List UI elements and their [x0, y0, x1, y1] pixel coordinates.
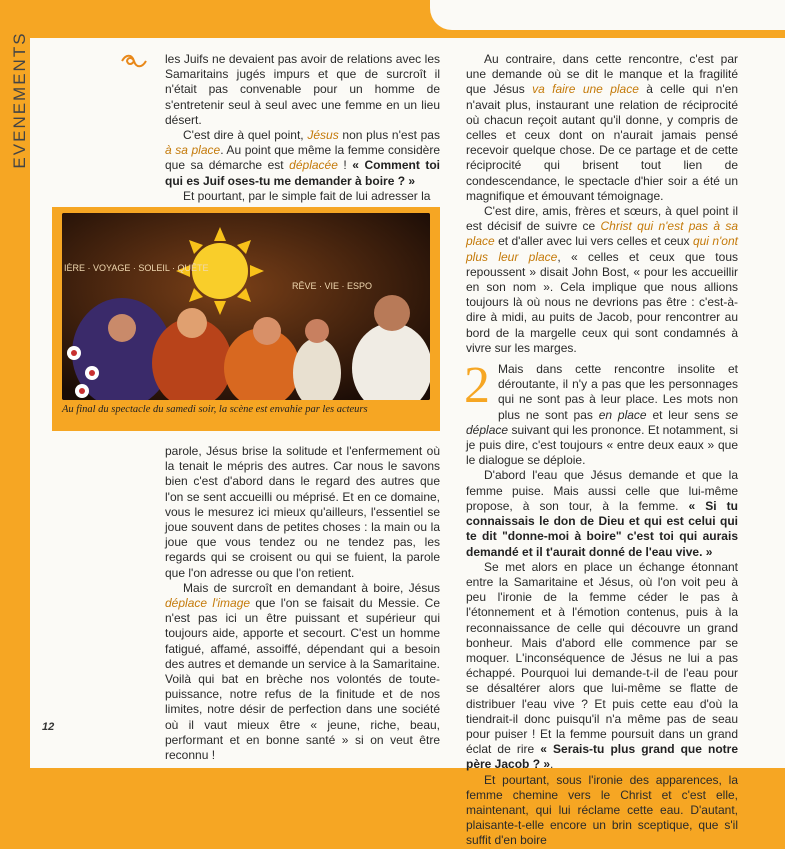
paragraph	[464, 357, 738, 468]
text-run: suivant qui les prononce. Et notamment, si je puis dire, c'est toujours « entre deux eaux » que le dialogue se déploie.	[466, 422, 738, 468]
drop-cap: 2	[464, 357, 490, 415]
photo-caption: Au final du spectacle du samedi soir, la scène est envahie par les acteurs	[62, 404, 368, 415]
text-run: Et pourtant, sous l'ironie des apparences, la femme chemine vers le Christ et c'est elle, maintenant, qui lui réclame cette eau. D'autant, plaisante-t-elle encore un brin sceptique, que s'il suffit d'en boire	[466, 772, 738, 848]
column-a	[165, 52, 440, 204]
text-run: Christ qui n'est pas à sa place	[466, 219, 738, 249]
paragraph	[165, 52, 440, 128]
text-run: Au contraire, dans cette rencontre, c'est par une demande où se dit le manque et la fragilité que Jésus	[466, 52, 738, 97]
text-run: Mais de surcroît en demandant à boire, Jésus	[183, 580, 440, 595]
text-run: qui n'ont plus leur place	[466, 234, 738, 264]
text-run: déplacée	[289, 158, 338, 173]
top-tab	[430, 0, 785, 30]
text-run: C'est dire à quel point,	[183, 128, 308, 143]
text-run: va faire une place	[532, 82, 639, 97]
text-run: se déplace	[466, 407, 738, 437]
column-c-top	[466, 52, 738, 356]
text-run: « Serais-tu plus grand que notre père Jacob ? »	[466, 742, 739, 772]
text-run: « Si tu connaissais le don de Dieu et qui est celui qui te dit "donne-moi à boire" c'est toi qui aurais demandé et il t'aurait donné de l'eau vive. »	[466, 498, 738, 559]
page-number: 12	[42, 721, 55, 733]
text-run: « Comment toi qui es Juif oses-tu me demander à boire ? »	[165, 158, 440, 188]
ornament-icon	[120, 52, 148, 70]
paragraph	[165, 189, 440, 204]
text-run: à celle qui n'en n'avait plus, instaurant une relation de réciprocité où chacun reçoit autant qu'il donne, y compris de celles et ceux dont on n'aurait jamais pensé recevoir quelque chose. De ce partage et de cette réciprocité qui brisent tout lien de condescendance, le spectacle d'hier soir a été un magnifique et émouvant témoignage.	[466, 82, 738, 203]
text-run: parole, Jésus brise la solitude et l'enfermement où la tenait le mépris des autres. Car nous le savons bien c'est d'abord dans le regard des autres que l'on se sent accueilli ou méprisé. Et en ce domaine, vous le mesurez ici mieux qu'ailleurs, l'essentiel se joue souvent dans de petites choses : la main ou la joue que vous tendez ou ne tendez pas, les regards qui se croisent ou qui se fuient, la parole que l'on adresse ou que l'on retient.	[165, 444, 440, 580]
paragraph	[466, 560, 738, 773]
text-run: et leur sens	[646, 407, 726, 422]
column-c-bottom	[464, 357, 739, 849]
paragraph	[165, 128, 440, 189]
text-run: Et pourtant, par le simple fait de lui adresser la	[183, 188, 431, 203]
text-run: les Juifs ne devaient pas avoir de relations avec les Samaritains jugés impurs et que de surcroît il n'était pas convenable pour un homme de s'entretenir seul à seul avec une femme en un lieu désert.	[165, 52, 440, 127]
text-run: et d'aller avec lui vers celles et ceux	[494, 234, 693, 249]
text-run: en place	[598, 407, 647, 422]
paragraph	[466, 468, 738, 559]
text-run: , « celles et ceux que tous repoussent » disait John Bost, « pour les accueillir en son nom ». Cela implique que nous allions toujours là où nous ne devrions pas être : c'est-à-dire à midi, au puits de Jacob, pour rencontrer au bord de la margelle ceux qui sont condamnés à vivre sur les marges.	[466, 249, 738, 355]
column-c	[466, 52, 738, 849]
banner-text-left: IÈRE · VOYAGE · SOLEIL · QUÊTE	[64, 263, 209, 273]
text-run: à sa place	[165, 143, 221, 158]
text-run: Se met alors en place un échange étonnant entre la Samaritaine et Jésus, où l'on voit peu à peu l'ironie de la femme céder le pas à l'étonnement et à l'émotion contenus, puis à la reconnaissance de celle qui découvre un grand bonheur. Mais d'abord elle commence par se moquer. L'inconséquence de Jésus ne lui a pas échappé. Pourquoi lui demande-t-il de l'eau pour se désaltérer alors que lui-même se flatte de distribuer l'eau vive ? Et puis cette eau d'où la tiendrait-il donc puisqu'il n'a même pas de seau pour puiser ! Et la femme poursuit dans un grand éclat de rire	[466, 559, 738, 757]
text-run: .	[550, 757, 554, 772]
text-run: Mais dans cette rencontre insolite et déroutante, il n'y a pas que les personnages qui ne sont pas à leur place. Les mots non plus ne sont pas	[498, 362, 738, 422]
text-run: D'abord l'eau que Jésus demande et que la femme puise. Mais aussi celle que lui-même propose, à son tour, à la femme.	[466, 468, 738, 513]
text-run: non plus n'est pas	[338, 128, 440, 143]
section-title: EVENEMENTS	[10, 31, 29, 169]
banner-text-right: RÊVE · VIE · ESPO	[292, 281, 373, 291]
paragraph	[165, 581, 440, 763]
text-run: C'est dire, amis, frères et sœurs, à quel point il est décisif de suivre ce	[466, 204, 738, 234]
text-run: que l'on se faisait du Messie. Ce n'est pas ici un être puissant et supérieur qui toujours aide, apporte et secourt. C'est un homme fatigué, affamé, assoiffé, dépendant qui a besoin des autres et demande un service à la Samaritaine. Voilà qui bat en brèche nos volontés de toute-puissance, notre refus de la finitude et de nos limites, notre désir de perfection dans une société où il vaut mieux être « jeune, riche, beau, performant et en bonne santé » si on veut être reconnu !	[165, 596, 440, 763]
text-run: Jésus	[307, 128, 339, 143]
stage-photo	[62, 213, 430, 400]
text-run: . Au point que même la femme considère que sa démarche est	[165, 143, 440, 173]
paragraph	[466, 773, 738, 849]
paragraph	[466, 52, 738, 204]
text-run: !	[337, 158, 353, 173]
paragraph	[466, 204, 738, 356]
text-run: déplace l'image	[165, 596, 251, 611]
column-b	[165, 444, 440, 763]
paragraph	[165, 444, 440, 581]
